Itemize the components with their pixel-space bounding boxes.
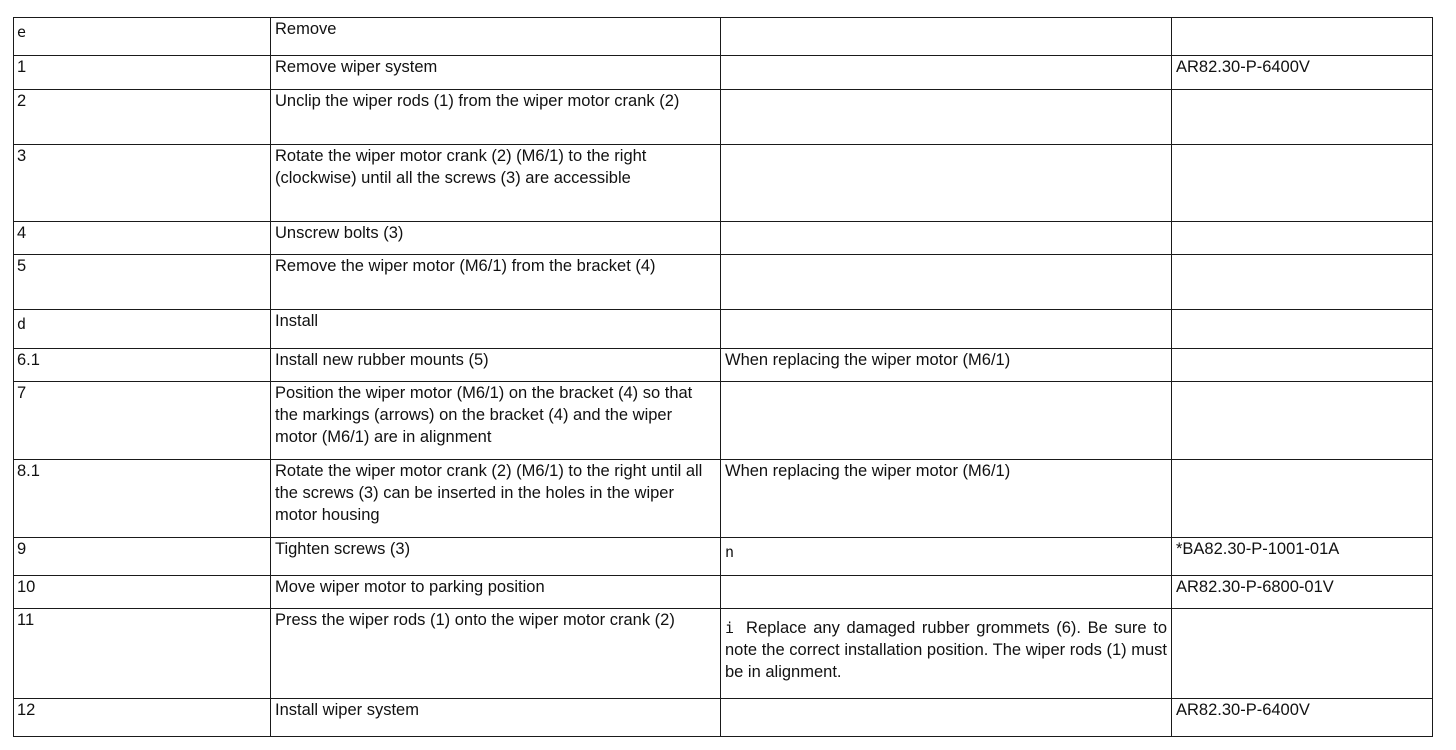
action-cell: Install wiper system — [271, 699, 721, 737]
action-cell: Unclip the wiper rods (1) from the wiper motor crank (2) — [271, 90, 721, 145]
step-cell: 12 — [14, 699, 271, 737]
step-cell — [14, 18, 271, 56]
reference-cell — [1172, 222, 1433, 255]
action-cell: Press the wiper rods (1) onto the wiper motor crank (2) — [271, 609, 721, 699]
table-row — [14, 18, 1433, 56]
table-row — [14, 222, 1433, 255]
table-row — [14, 609, 1433, 699]
step-cell: 3 — [14, 145, 271, 222]
table-row — [14, 145, 1433, 222]
procedure-table — [13, 17, 1433, 737]
step-cell — [14, 310, 271, 349]
note-cell — [721, 310, 1172, 349]
info-icon: i — [725, 619, 735, 637]
note-cell — [721, 699, 1172, 737]
step-cell: 2 — [14, 90, 271, 145]
reference-cell — [1172, 349, 1433, 382]
note-cell — [721, 255, 1172, 310]
step-cell: 8.1 — [14, 460, 271, 538]
reference-cell: AR82.30-P-6400V — [1172, 56, 1433, 90]
table-row — [14, 538, 1433, 576]
action-cell: Rotate the wiper motor crank (2) (M6/1) to the right until all the screws (3) can be inserted in the holes in the wiper motor housing — [271, 460, 721, 538]
note-cell — [721, 538, 1172, 576]
action-cell: Rotate the wiper motor crank (2) (M6/1) to the right (clockwise) until all the screws (3) are accessible — [271, 145, 721, 222]
step-cell: 5 — [14, 255, 271, 310]
action-cell: Install new rubber mounts (5) — [271, 349, 721, 382]
note-cell — [721, 382, 1172, 460]
table-row — [14, 90, 1433, 145]
table-row — [14, 699, 1433, 737]
table-row — [14, 382, 1433, 460]
table-row — [14, 255, 1433, 310]
reference-cell — [1172, 382, 1433, 460]
table-row — [14, 460, 1433, 538]
install-section-icon: d — [17, 315, 27, 333]
reference-cell — [1172, 460, 1433, 538]
action-cell: Remove wiper system — [271, 56, 721, 90]
note-cell — [721, 90, 1172, 145]
step-cell: 9 — [14, 538, 271, 576]
note-cell — [721, 576, 1172, 609]
table-row — [14, 310, 1433, 349]
action-cell: Install — [271, 310, 721, 349]
step-cell: 7 — [14, 382, 271, 460]
action-cell: Tighten screws (3) — [271, 538, 721, 576]
table-row — [14, 349, 1433, 382]
action-cell: Remove — [271, 18, 721, 56]
reference-cell: AR82.30-P-6400V — [1172, 699, 1433, 737]
note-cell — [721, 222, 1172, 255]
note-text: Replace any damaged rubber grommets (6). Be sure to note the correct installation position. The wiper rods (1) must be in alignment. — [725, 619, 1167, 681]
note-cell: When replacing the wiper motor (M6/1) — [721, 349, 1172, 382]
note-cell: When replacing the wiper motor (M6/1) — [721, 460, 1172, 538]
reference-cell — [1172, 90, 1433, 145]
step-cell: 11 — [14, 609, 271, 699]
note-cell — [721, 609, 1172, 699]
reference-cell — [1172, 255, 1433, 310]
note-cell — [721, 18, 1172, 56]
reference-cell — [1172, 310, 1433, 349]
action-cell: Position the wiper motor (M6/1) on the bracket (4) so that the markings (arrows) on the bracket (4) and the wiper motor (M6/1) are in alignment — [271, 382, 721, 460]
reference-cell — [1172, 18, 1433, 56]
note-cell — [721, 145, 1172, 222]
torque-note-icon: n — [725, 543, 735, 561]
reference-cell — [1172, 609, 1433, 699]
step-cell: 4 — [14, 222, 271, 255]
reference-cell: AR82.30-P-6800-01V — [1172, 576, 1433, 609]
step-cell: 1 — [14, 56, 271, 90]
table-row — [14, 576, 1433, 609]
note-cell — [721, 56, 1172, 90]
reference-cell: *BA82.30-P-1001-01A — [1172, 538, 1433, 576]
step-cell: 10 — [14, 576, 271, 609]
reference-cell — [1172, 145, 1433, 222]
step-cell: 6.1 — [14, 349, 271, 382]
action-cell: Remove the wiper motor (M6/1) from the bracket (4) — [271, 255, 721, 310]
remove-section-icon: e — [17, 23, 27, 41]
table-row — [14, 56, 1433, 90]
action-cell: Move wiper motor to parking position — [271, 576, 721, 609]
action-cell: Unscrew bolts (3) — [271, 222, 721, 255]
